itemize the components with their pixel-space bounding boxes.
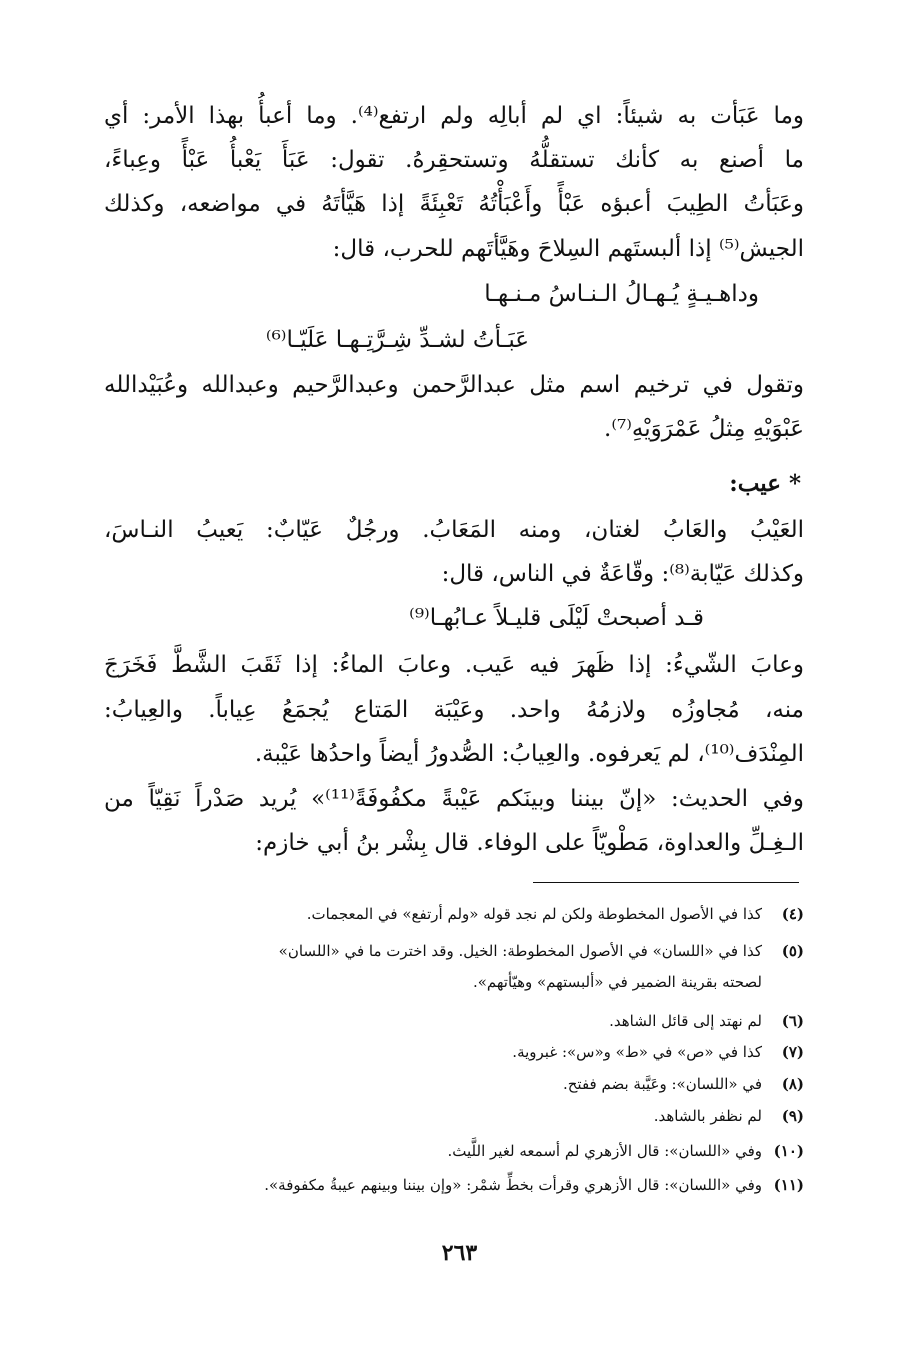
- footnote-number: (٨): [781, 1075, 804, 1093]
- footnote-number: (٦): [781, 1012, 804, 1030]
- body-line-6: عَبْوَيْهِ مِثلُ عَمْرَوَيْهِ⁽⁷⁾.: [604, 416, 804, 442]
- footnote-text: في «اللسان»: وعَيَّبة بضم ففتح.: [562, 1075, 762, 1093]
- footnote-number: (١١): [773, 1176, 804, 1194]
- footnote-6: [104, 1012, 804, 1032]
- body-line-4: الجيش⁽⁵⁾ إذا ألبستَهم السِلاحَ وهَيَّأتَهم للحرب، قال:: [332, 236, 804, 262]
- footnote-separator: [533, 882, 799, 883]
- body-line-5: وتقول في ترخيم اسم مثل عبدالرَّحمن وعبدالرَّحيم وعبدالله وعُبَيْدالله: [104, 372, 804, 398]
- footnote-number: (٧): [781, 1043, 804, 1061]
- body-line-12: وفي الحديث: «إنّ بيننا وبينَكم عَيْبةً مكفُوفَةً⁽¹¹⁾» يُريد صَدْراً نَقِيّاً من: [104, 786, 804, 812]
- body-line-8: وكذلك عَيّابة⁽⁸⁾: وقّاعَةٌ في الناس، قال:: [441, 561, 804, 587]
- body-line-11: المِنْدَف⁽¹⁰⁾، لم يَعرفوه. والعِيابُ: الصُّدورُ أيضاً واحدُها عَيْبة.: [254, 741, 804, 767]
- footnote-4: [104, 905, 804, 925]
- footnote-11: [104, 1176, 804, 1196]
- body-line-3: وعَبَأتُ الطِيبَ أعبؤه عَبْأً وأَعْبَأْتُهُ تَعْبِئَةً إذا هَيَّأتَهُ في مواضعه، وكذلك: [104, 191, 804, 217]
- footnote-text: وفي «اللسان»: قال الأزهري وقرأت بخطِّ شمْر: «وإن بيننا وبينهم عيبةُ مكفوفة».: [264, 1176, 762, 1194]
- footnote-text: لصحته بقرينة الضمير في «ألبستهم» وهيّأتهم».: [472, 973, 762, 991]
- body-line-1: وما عَبَأت به شيئاً: اي لم أبالِه ولم ارتفع⁽⁴⁾. وما أعبأُ بهذا الأمر: أي: [104, 103, 804, 129]
- footnote-text: لم نهتد إلى قائل الشاهد.: [609, 1012, 762, 1030]
- body-line-10: منه، مُجاوزُه ولازمُهُ واحد. وعَيْبَة المَتاع يُجمَعُ عِياباً. والعِيابُ:: [104, 697, 804, 723]
- footnote-5: [104, 942, 804, 962]
- footnote-text: لم نظفر بالشاهد.: [653, 1107, 762, 1125]
- footnote-number: (٥): [781, 942, 804, 960]
- body-line-2: ما أصنع به كأنك تستقلُّهُ وتستحقِرهُ. تقول: عَبَأَ يَعْبأُ عَبْأً وعِباءً،: [104, 147, 804, 173]
- footnote-7: [104, 1043, 804, 1063]
- footnote-10: [104, 1142, 804, 1162]
- footnote-number: (٩): [781, 1107, 804, 1125]
- entry-heading: * عيب:: [729, 470, 801, 497]
- footnote-5-continued: [104, 973, 804, 993]
- page-number: ٢٦٣: [441, 1240, 478, 1266]
- footnote-9: [104, 1107, 804, 1127]
- body-line-9: وعابَ الشّيءُ: إذا ظَهرَ فيه عَيب. وعابَ الماءُ: إذا ثَقَبَ الشَّطَّ فَخَرَجَ: [104, 652, 804, 678]
- footnote-number: (١٠): [773, 1142, 804, 1160]
- footnote-text: كذا في الأصول المخطوطة ولكن لم نجد قوله «ولم أرتفع» في المعجمات.: [306, 905, 762, 923]
- verse-2: قـد أصبحتْ لَيْلَى قليـلاً عـابُهـا⁽⁹⁾: [409, 605, 704, 631]
- footnote-text: كذا في «اللسان» في الأصول المخطوطة: الخيل. وقد اخترت ما في «اللسان»: [278, 942, 762, 960]
- verse-1-first-hemistich: وداهـيـةٍ يُـهـالُ الـنـاسُ مـنـهـا: [484, 281, 759, 307]
- body-line-13: الـغِـلِّ والعداوة، مَطْويّاً على الوفاء. قال بِشْر بنُ أبي خازم:: [255, 830, 804, 856]
- footnote-number: (٤): [781, 905, 804, 923]
- footnote-8: [104, 1075, 804, 1095]
- body-line-7: العَيْبُ والعَابُ لغتان، ومنه المَعَابُ. ورجُلٌ عَيّابٌ: يَعيبُ النـاسَ،: [104, 517, 804, 543]
- verse-1-second-hemistich: عَبَـأتُ لشـدِّ شِـرَّتِـهـا عَلَيّـا⁽⁶⁾: [265, 327, 529, 353]
- footnote-text: وفي «اللسان»: قال الأزهري لم أسمعه لغير اللَّيث.: [447, 1142, 762, 1160]
- footnote-text: كذا في «ص» في «ط» و«س»: غبروية.: [512, 1043, 762, 1061]
